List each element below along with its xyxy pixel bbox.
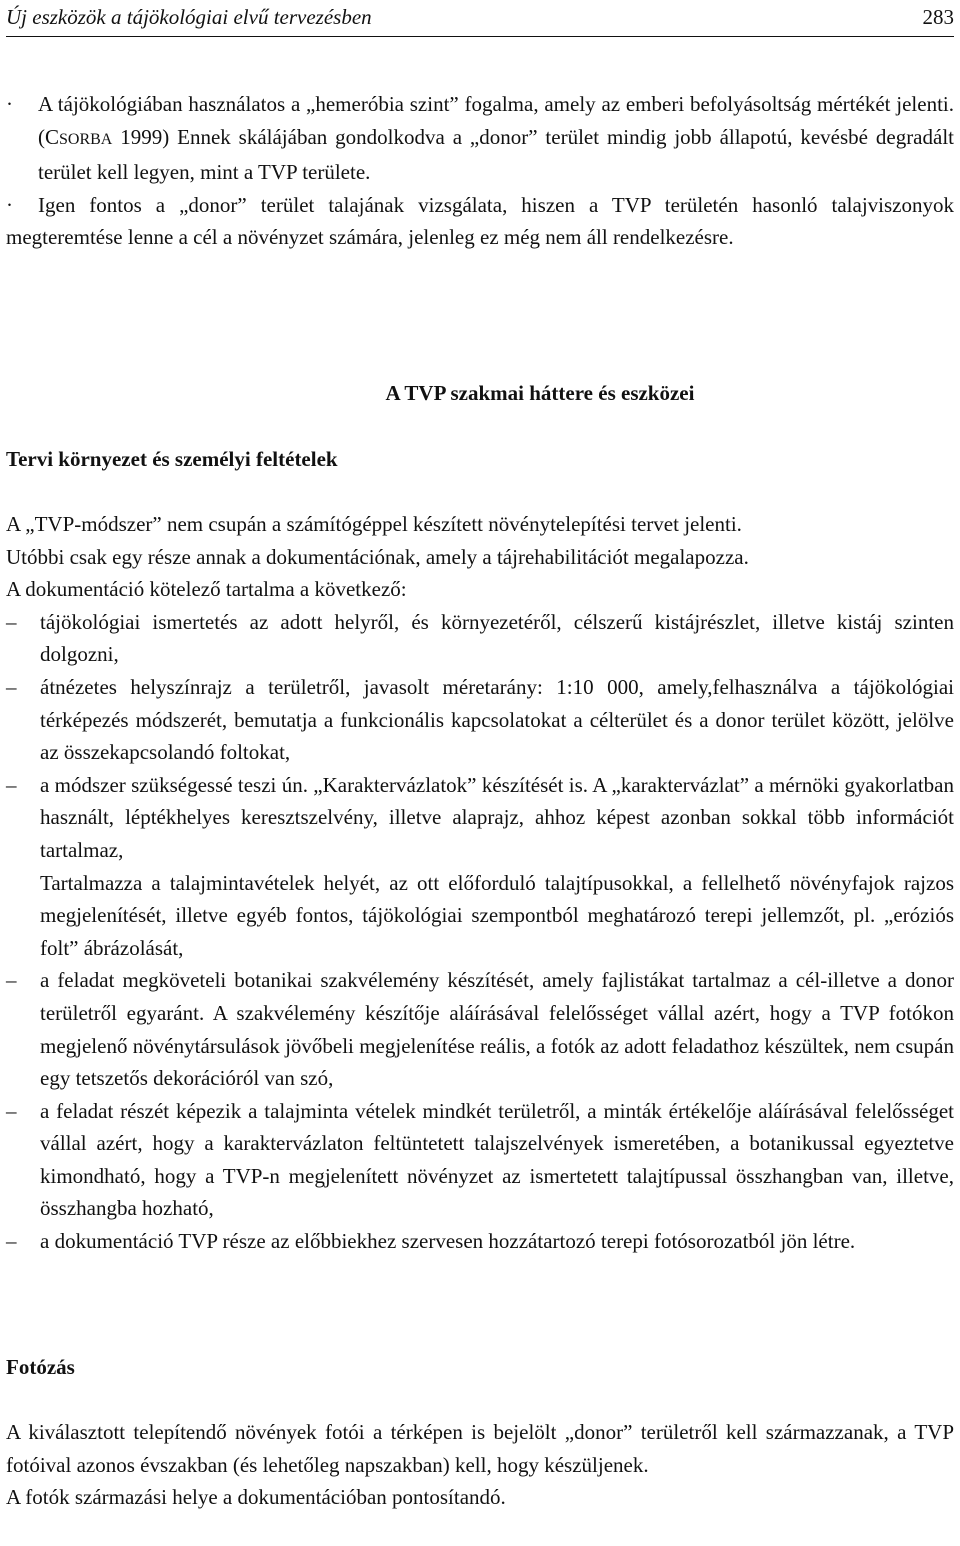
paragraph: A kiválasztott telepítendő növények fotói a térképen is bejelölt „donor” területről kell származzanak, a TVP fotóival azonos évszakban (és lehetőleg napszakban) kell, hogy készüljenek. [6, 1420, 954, 1477]
section-heading: A TVP szakmai háttere és eszközei [385, 381, 695, 405]
list-item [6, 769, 954, 867]
author-smallcaps: SORBA [59, 130, 113, 148]
paragraph: A fotók származási helye a dokumentációban pontosítandó. [6, 1485, 506, 1510]
bullet-text: Igen fontos a „donor” terület talajának vizsgálata, hiszen a TVP területén hasonló talajviszonyok megteremtése lenne a cél a növényzet számára, jelenleg ez még nem áll rendelkezésre. [6, 192, 954, 250]
bullet-text-part: 1999) Ennek skálájában gondolkodva a „donor” terület mindig jobb állapotú, kevésbé degradált terület kell legyen, mint a TVP területe. [38, 124, 954, 185]
list-item-text: a feladat részét képezik a talajminta vételek mindkét területről, a minták értékelője aláírásával felelősséget vállal azért, hogy a karaktervázlaton feltüntetett talajszelvények ismeretében, a botanikussal egyeztetve kimondható, hogy a TVP-n megjelenített növényzet az ismertetett talajtípussal összhangban van, illetve, összhangba hozható, [40, 1098, 954, 1221]
bullet-item [6, 88, 954, 189]
bullet-dot: · [6, 92, 13, 116]
list-item [6, 671, 954, 769]
list-item-text: a feladat megköveteli botanikai szakvélemény készítését, amely fajlistákat tartalmaz a cél-illetve a donor területről egyaránt. A szakvélemény készítője aláírásával felelősséget vállal azért, hogy a TVP fotókon megjelenő növénytársulások jövőbeli megjelenítése reális, a fotók az adott feladathoz készültek, nem csupán egy tetszetős dekorációról van szó, [40, 968, 954, 1091]
list-item [6, 964, 954, 1094]
bullet-list [6, 88, 954, 254]
running-header [6, 2, 954, 37]
dash-mark: – [6, 1229, 17, 1254]
dash-mark: – [6, 772, 17, 797]
documentation-section [6, 508, 954, 1258]
list-item-text: a módszer szükségessé teszi ún. „Karaktervázlatok” készítését is. A „karaktervázlat” a mérnöki gyakorlatban használt, léptékhelyes keresztszelvény, illetve alaprajz, ahhoz képest azonban sokkal több információt tartalmaz, [40, 772, 954, 862]
intro-line: A „TVP-módszer” nem csupán a számítógéppel készített növénytelepítési tervet jelenti. [6, 512, 742, 536]
intro-line: A dokumentáció kötelező tartalma a következő: [6, 577, 407, 602]
list-item [6, 1095, 954, 1225]
list-item-text: tájökológiai ismertetés az adott helyről, és környezetéről, célszerű kistájrészlet, illetve kistáj szinten dolgozni, [40, 609, 954, 667]
bullet-item [6, 189, 954, 254]
photo-section [6, 1416, 954, 1514]
list-item [6, 606, 954, 671]
list-continuation: Tartalmazza a talajmintavételek helyét, az ott előforduló talajtípusokkal, a fellelhető növényfajok rajzos megjelenítését, illetve egyéb fontos, tájökológiai szempontból meghatározó terepi jellemzőt, pl. „eróziós folt” ábrázolását, [40, 870, 954, 960]
list-item [6, 1225, 954, 1258]
page-number: 283 [922, 5, 954, 29]
running-title: Új eszközök a tájökológiai elvű tervezésben [6, 5, 372, 29]
dash-mark: – [6, 674, 17, 699]
intro-line: Utóbbi csak egy része annak a dokumentációnak, amely a tájrehabilitációt megalapozza. [6, 544, 749, 569]
dash-mark: – [6, 968, 17, 993]
list-item-text: a dokumentáció TVP része az előbbiekhez szervesen hozzátartozó terepi fotósorozatból jön létre. [40, 1229, 856, 1254]
subsection-heading: Tervi környezet és személyi feltételek [6, 447, 338, 471]
bullet-dot: · [6, 192, 13, 217]
dash-mark: – [6, 609, 17, 634]
list-item-text: átnézetes helyszínrajz a területről, javasolt méretarány: 1:10 000, amely,felhasználva a tájökológiai térképezés módszerét, bemutatja a funkcionális kapcsolatokat a célterület és a donor terület között, jelölve az összekapcsolandó foltokat, [40, 674, 954, 765]
bullet-text-part: A tájökológiában használatos a „hemeróbia szint” fogalma, amely az emberi befolyásoltság mértékét jelenti. (C [38, 92, 954, 149]
subsection-heading: Fotózás [6, 1355, 75, 1379]
dash-mark: – [6, 1098, 17, 1123]
bullet-text [38, 88, 954, 189]
